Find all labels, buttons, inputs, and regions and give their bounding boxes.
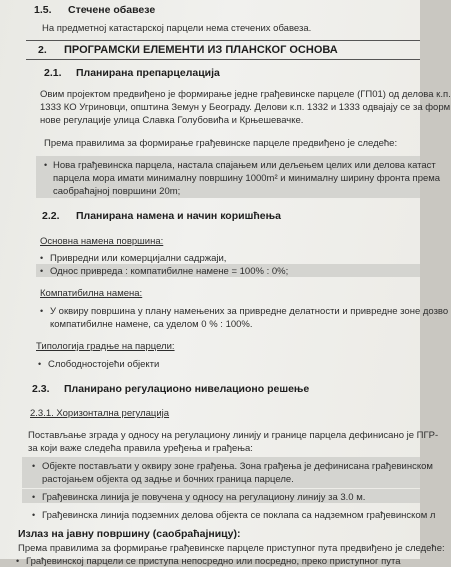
section-number: 2.3.	[32, 383, 50, 395]
list-item: Грађевинска линија је повучена у односу на регулациону линију за 3.0 м.	[42, 492, 366, 503]
subheading: Излаз на јавну површину (саобраћајницу):	[18, 528, 241, 540]
list-item-line: парцела мора имати минималну површину 1000m² и минималну ширину фронта према	[53, 173, 441, 184]
section-title: Планирана препарцелација	[76, 67, 220, 79]
list-item-line: саобраћајној површини 20m;	[53, 186, 181, 197]
paragraph-line: 1333 КО Угриновци, општина Земун у Београду. Делови к.п. 1332 и 1333 одвајају се за форм	[40, 102, 451, 113]
section-number: 2.2.	[42, 210, 60, 222]
list-item: Слободностојећи објекти	[48, 359, 160, 370]
list-item-line: У оквиру површина у плану намењених за привредне делатности и привредне зоне дозво	[50, 306, 449, 317]
section-title: Планирана намена и начин коришћења	[76, 210, 281, 222]
subsection-label: Типологија градње на парцели:	[36, 341, 175, 352]
list-item: Грађевинска линија подземних делова објекта се поклапа са надземном грађевинском л	[42, 510, 436, 521]
paragraph-line: Овим пројектом предвиђено је формирање једне грађевинске парцеле (ГП01) од делова к.п.	[40, 89, 451, 100]
section-title: Планирано регулационо нивелационо решење	[64, 383, 310, 395]
list-item-line: растојањем објекта од задње и бочних граница парцеле.	[42, 474, 294, 485]
paragraph-line: Постављање зграда у односу на регулациону линију и границе парцела дефинисано је ПГР-	[28, 430, 439, 441]
bullet: •	[32, 492, 36, 502]
section-title: Стечене обавезе	[68, 4, 156, 16]
list-item-line: Нова грађевинска парцела, настала спајањем или дељењем целих или делова катаст	[53, 160, 436, 171]
section-number: 1.5.	[34, 4, 52, 16]
paragraph: Према правилима за формирање грађевинске парцеле приступног пута предвиђено је следеће:	[18, 543, 445, 554]
bullet: •	[44, 160, 48, 170]
paragraph-line: за који важе следећа правила уређења и грађења:	[28, 443, 253, 454]
list-item: Привредни или комерцијални садржаји,	[50, 253, 227, 264]
bullet: •	[40, 253, 44, 263]
section-title: ПРОГРАМСКИ ЕЛЕМЕНТИ ИЗ ПЛАНСКОГ ОСНОВА	[64, 44, 338, 56]
subsection-label: Основна намена површина:	[40, 236, 164, 247]
list-item: Однос привреда : компатибилне намене = 100% : 0%;	[50, 266, 289, 277]
bullet: •	[40, 306, 44, 316]
section-number: 2.	[38, 44, 47, 56]
bullet: •	[32, 510, 36, 520]
paragraph-line: нове регулације улица Славка Голубовића и Крњешевачке.	[40, 115, 304, 126]
list-item-line: компатибилне намене, са уделом 0 % : 100%.	[50, 319, 253, 330]
bullet: •	[16, 556, 20, 566]
bullet: •	[32, 461, 36, 471]
section-rule	[26, 59, 420, 60]
bullet: •	[40, 266, 44, 276]
paragraph: Према правилима за формирање грађевинске парцеле предвиђено је следеће:	[44, 138, 398, 149]
paragraph: На предметној катастарској парцели нема стечених обавеза.	[42, 23, 312, 34]
list-item: Грађевинској парцели се приступа непосредно или посредно, преко приступног пута	[26, 556, 401, 567]
section-rule	[26, 40, 420, 41]
list-item-line: Објекте постављати у оквиру зоне грађења. Зона грађења је дефинисана грађевинском	[42, 461, 433, 472]
bullet: •	[38, 359, 42, 369]
section-number: 2.1.	[44, 67, 62, 79]
subsection-label: 2.3.1. Хоризонтална регулација	[30, 408, 170, 419]
subsection-label: Компатибилна намена:	[40, 288, 143, 299]
